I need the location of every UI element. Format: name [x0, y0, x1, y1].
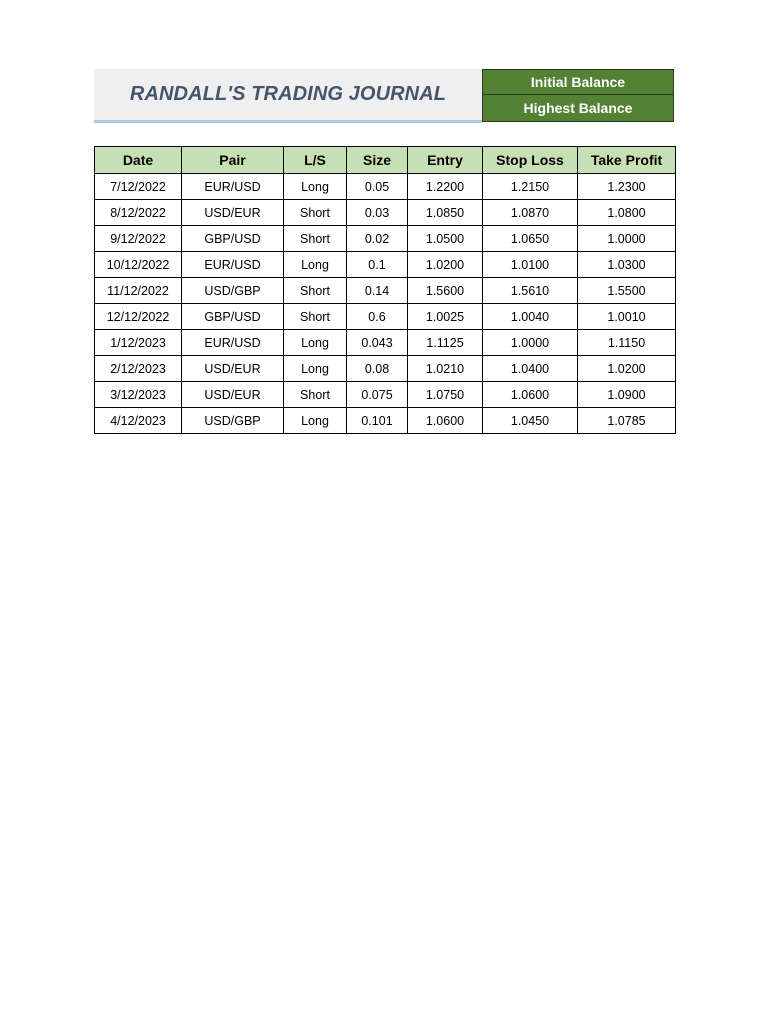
cell-date: 11/12/2022 [95, 278, 182, 304]
column-header-entry: Entry [408, 147, 483, 174]
cell-long-short: Short [284, 226, 347, 252]
trades-table [94, 146, 676, 434]
cell-entry: 1.1125 [408, 330, 483, 356]
cell-entry: 1.0210 [408, 356, 483, 382]
column-header-pair: Pair [182, 147, 284, 174]
cell-date: 3/12/2023 [95, 382, 182, 408]
column-header-long-short: L/S [284, 147, 347, 174]
cell-size: 0.6 [347, 304, 408, 330]
title-banner [94, 69, 482, 123]
cell-take-profit: 1.0900 [578, 382, 676, 408]
table-row [95, 304, 676, 330]
cell-entry: 1.0850 [408, 200, 483, 226]
highest-balance-label: Highest Balance [483, 95, 673, 121]
initial-balance-label: Initial Balance [483, 70, 673, 95]
cell-pair: USD/EUR [182, 382, 284, 408]
cell-stop-loss: 1.0040 [483, 304, 578, 330]
cell-pair: EUR/USD [182, 330, 284, 356]
cell-take-profit: 1.0000 [578, 226, 676, 252]
trades-body [95, 174, 676, 434]
cell-pair: GBP/USD [182, 226, 284, 252]
cell-take-profit: 1.0785 [578, 408, 676, 434]
cell-stop-loss: 1.0650 [483, 226, 578, 252]
cell-stop-loss: 1.0450 [483, 408, 578, 434]
column-header-stop-loss: Stop Loss [483, 147, 578, 174]
cell-take-profit: 1.0300 [578, 252, 676, 278]
cell-date: 12/12/2022 [95, 304, 182, 330]
cell-pair: GBP/USD [182, 304, 284, 330]
cell-long-short: Short [284, 304, 347, 330]
cell-take-profit: 1.1150 [578, 330, 676, 356]
cell-size: 0.03 [347, 200, 408, 226]
column-header-take-profit: Take Profit [578, 147, 676, 174]
cell-long-short: Short [284, 278, 347, 304]
cell-stop-loss: 1.0600 [483, 382, 578, 408]
cell-long-short: Long [284, 408, 347, 434]
cell-size: 0.101 [347, 408, 408, 434]
balance-summary [482, 69, 674, 122]
cell-entry: 1.0200 [408, 252, 483, 278]
cell-pair: USD/GBP [182, 278, 284, 304]
cell-stop-loss: 1.0400 [483, 356, 578, 382]
cell-pair: USD/EUR [182, 356, 284, 382]
table-row [95, 408, 676, 434]
cell-long-short: Short [284, 382, 347, 408]
table-header-row [95, 147, 676, 174]
cell-stop-loss: 1.0870 [483, 200, 578, 226]
cell-entry: 1.0750 [408, 382, 483, 408]
cell-long-short: Short [284, 200, 347, 226]
cell-stop-loss: 1.0100 [483, 252, 578, 278]
cell-take-profit: 1.0200 [578, 356, 676, 382]
cell-long-short: Long [284, 252, 347, 278]
cell-size: 0.08 [347, 356, 408, 382]
cell-long-short: Long [284, 174, 347, 200]
cell-date: 7/12/2022 [95, 174, 182, 200]
cell-take-profit: 1.2300 [578, 174, 676, 200]
cell-entry: 1.0025 [408, 304, 483, 330]
column-header-size: Size [347, 147, 408, 174]
cell-entry: 1.0600 [408, 408, 483, 434]
cell-entry: 1.2200 [408, 174, 483, 200]
cell-pair: EUR/USD [182, 252, 284, 278]
page-title: RANDALL'S TRADING JOURNAL [129, 83, 447, 105]
cell-long-short: Long [284, 356, 347, 382]
cell-size: 0.05 [347, 174, 408, 200]
cell-pair: USD/GBP [182, 408, 284, 434]
cell-pair: EUR/USD [182, 174, 284, 200]
table-row [95, 252, 676, 278]
cell-date: 1/12/2023 [95, 330, 182, 356]
table-row [95, 226, 676, 252]
cell-take-profit: 1.0800 [578, 200, 676, 226]
cell-date: 2/12/2023 [95, 356, 182, 382]
cell-date: 4/12/2023 [95, 408, 182, 434]
cell-take-profit: 1.0010 [578, 304, 676, 330]
cell-stop-loss: 1.2150 [483, 174, 578, 200]
table-row [95, 278, 676, 304]
cell-size: 0.075 [347, 382, 408, 408]
column-header-date: Date [95, 147, 182, 174]
cell-take-profit: 1.5500 [578, 278, 676, 304]
cell-stop-loss: 1.5610 [483, 278, 578, 304]
cell-entry: 1.0500 [408, 226, 483, 252]
cell-stop-loss: 1.0000 [483, 330, 578, 356]
cell-date: 8/12/2022 [95, 200, 182, 226]
cell-size: 0.1 [347, 252, 408, 278]
table-row [95, 382, 676, 408]
cell-date: 9/12/2022 [95, 226, 182, 252]
cell-entry: 1.5600 [408, 278, 483, 304]
cell-size: 0.14 [347, 278, 408, 304]
cell-size: 0.043 [347, 330, 408, 356]
table-row [95, 330, 676, 356]
table-row [95, 174, 676, 200]
cell-long-short: Long [284, 330, 347, 356]
cell-pair: USD/EUR [182, 200, 284, 226]
cell-size: 0.02 [347, 226, 408, 252]
cell-date: 10/12/2022 [95, 252, 182, 278]
table-row [95, 356, 676, 382]
table-row [95, 200, 676, 226]
